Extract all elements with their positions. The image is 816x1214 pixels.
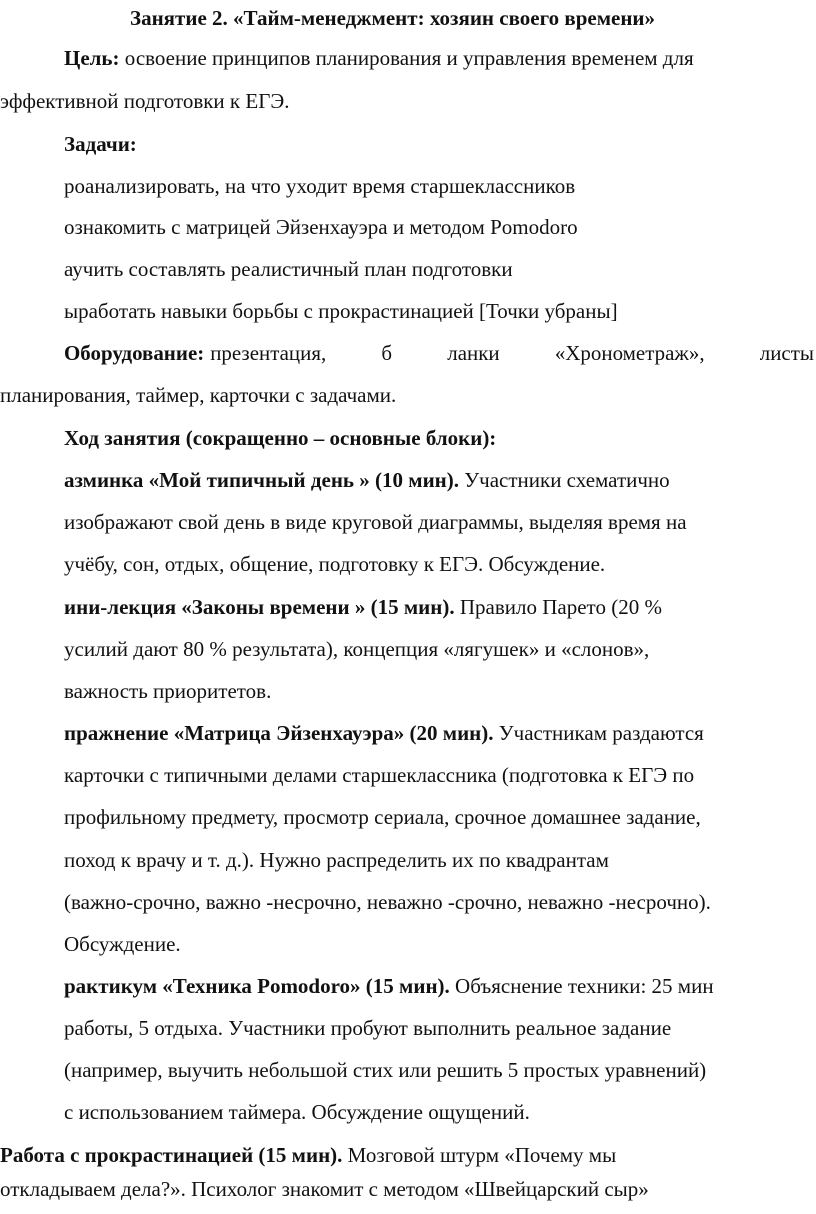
block-4-line: работы, 5 отдыха. Участники пробуют выполнить реальное задание [64,1016,672,1040]
block-3-line: Обсуждение. [64,932,181,956]
task-item: ыработать навыки борьбы с прокрастинацией [Точки убраны] [64,299,618,323]
task-item: ознакомить с матрицей Эйзенхауэра и методом Pomodoro [64,215,578,239]
block-1-head: азминка «Мой типичный день » (10 мин). [64,468,460,492]
goal-line-1 [64,45,694,71]
block-3-line: поход к врачу и т. д.). Нужно распределить их по квадрантам [64,848,609,872]
block-3-head: пражнение «Матрица Эйзенхауэра» (20 мин). [64,721,494,745]
block-3-line-1 [64,720,704,746]
course-heading: Ход занятия (сокращенно – основные блоки): [64,426,497,450]
block-1-line: учёбу, сон, отдых, общение, подготовку к ЕГЭ. Обсуждение. [64,552,606,576]
procrastination-line-2: откладываем дела?». Психолог знакомит с методом «Швейцарский сыр» [0,1177,649,1201]
procrastination-text: Мозговой штурм «Почему мы [342,1143,617,1167]
block-2-text: Правило Парето (20 % [454,595,662,619]
block-3-text: Участникам раздаются [493,721,704,745]
equipment-label: Оборудование: [64,341,205,365]
page-title: Занятие 2. «Тайм-менеджмент: хозяин своего времени» [130,6,656,30]
equipment-word: «Хронометраж», [554,341,705,365]
procrastination-line-1 [0,1142,616,1168]
tasks-label: Задачи: [64,132,137,156]
goal-label: Цель: [64,46,120,70]
goal-text-1: освоение принципов планирования и управления временем для [119,46,694,70]
block-3-line: профильному предмету, просмотр сериала, срочное домашнее задание, [64,805,701,829]
goal-line-2: эффективной подготовки к ЕГЭ. [0,89,290,113]
block-4-text: Объяснение техники: 25 мин [449,974,714,998]
block-2-head: ини-лекция «Законы времени » (15 мин). [64,595,455,619]
block-4-line-1 [64,973,714,999]
equipment-word: листы [759,341,814,365]
task-item: роанализировать, на что уходит время старшеклассников [64,174,576,198]
equipment-word: ланки [447,341,500,365]
task-item: аучить составлять реалистичный план подготовки [64,257,513,281]
block-3-line: карточки с типичными делами старшеклассника (подготовка к ЕГЭ по [64,763,695,787]
block-4-head: рактикум «Техника Pomodoro» (15 мин). [64,974,450,998]
block-1-text: Участники схематично [459,468,670,492]
block-1-line: изображают свой день в виде круговой диаграммы, выделяя время на [64,510,687,534]
block-2-line-1 [64,594,662,620]
block-3-line: (важно-срочно, важно -несрочно, неважно -срочно, неважно -несрочно). [64,890,711,914]
block-4-line: (например, выучить небольшой стих или решить 5 простых уравнений) [64,1058,707,1082]
block-4-line: с использованием таймера. Обсуждение ощущений. [64,1100,530,1124]
equipment-line-2: планирования, таймер, карточки с задачами. [0,383,397,407]
block-1-line-1 [64,467,670,493]
procrastination-head: Работа с прокрастинацией (15 мин). [0,1143,343,1167]
equipment-line-1 [64,340,814,366]
equipment-word: презентация, [210,341,327,365]
block-2-line: важность приоритетов. [64,679,272,703]
equipment-word: б [381,341,393,365]
block-2-line: усилий дают 80 % результата), концепция «лягушек» и «слонов», [64,637,650,661]
